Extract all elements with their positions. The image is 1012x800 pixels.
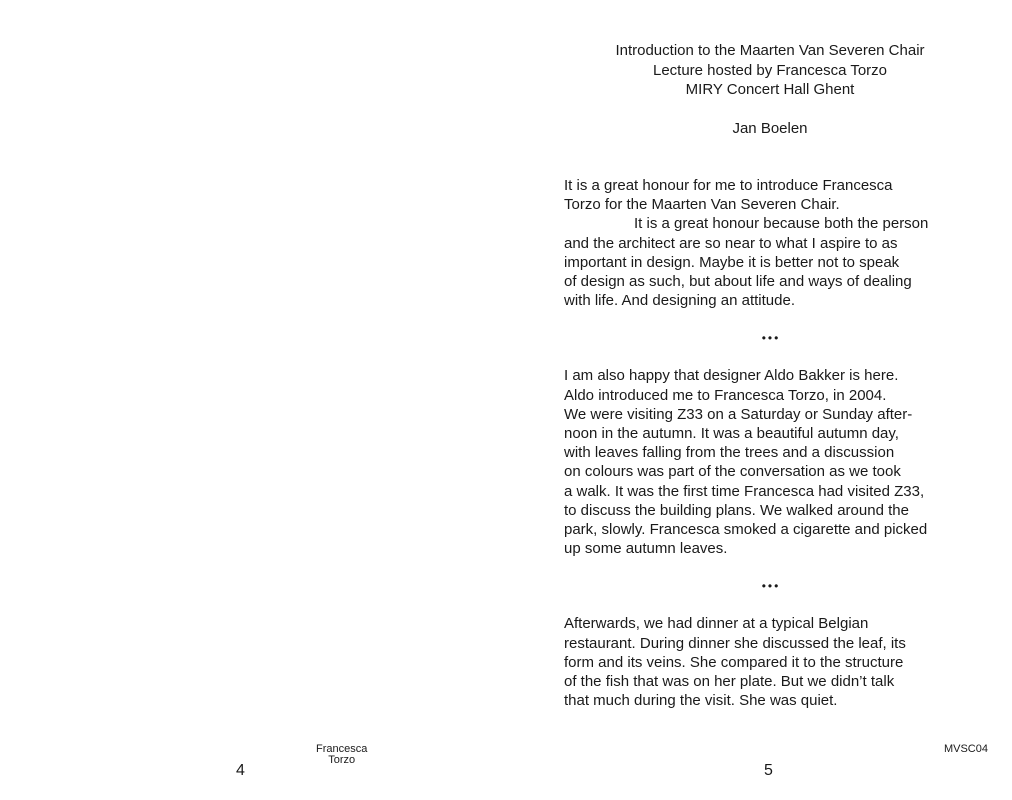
lecture-title: Introduction to the Maarten Van Severen Chair — [615, 42, 925, 59]
paragraph-1 — [564, 176, 984, 310]
text-line: Afterwards, we had dinner at a typical Belgian — [564, 615, 869, 633]
section-separator: ••• — [761, 579, 781, 594]
right-page — [506, 0, 1012, 800]
text-line: form and its veins. She compared it to the structure — [564, 653, 904, 671]
text-line: We were visiting Z33 on a Saturday or Sunday after- — [564, 405, 913, 423]
running-head-line-1: Francesca — [316, 743, 368, 755]
running-head-line-2: Torzo — [328, 754, 356, 766]
text-line: important in design. Maybe it is better not to speak — [564, 253, 900, 271]
text-line: to discuss the building plans. We walked around the — [564, 501, 909, 519]
text-line: Aldo introduced me to Francesca Torzo, in 2004. — [564, 386, 887, 404]
text-line: with life. And designing an attitude. — [564, 292, 795, 310]
lecture-author: Jan Boelen — [732, 119, 808, 137]
running-head — [316, 744, 367, 766]
lecture-subtitle: Lecture hosted by Francesca Torzo — [652, 61, 888, 79]
text-line: restaurant. During dinner she discussed the leaf, its — [564, 634, 906, 652]
document-code: MVSC04 — [943, 743, 988, 755]
text-line: It is a great honour because both the person — [634, 215, 929, 233]
page-number-right: 5 — [764, 762, 773, 779]
section-separator: ••• — [761, 331, 781, 346]
text-line: that much during the visit. She was quiet. — [564, 692, 838, 710]
paragraph-3 — [564, 614, 984, 710]
text-line: noon in the autumn. It was a beautiful autumn day, — [564, 425, 899, 443]
text-line: with leaves falling from the trees and a discussion — [564, 444, 895, 462]
text-line: and the architect are so near to what I aspire to as — [564, 234, 898, 252]
text-line: up some autumn leaves. — [564, 540, 728, 558]
paragraph-2 — [564, 366, 984, 558]
text-line: Torzo for the Maarten Van Severen Chair. — [564, 196, 840, 214]
lecture-venue: MIRY Concert Hall Ghent — [685, 81, 855, 98]
text-line: park, slowly. Francesca smoked a cigarette and picked — [564, 521, 928, 539]
body-text — [564, 176, 984, 710]
text-line: of the fish that was on her plate. But we didn’t talk — [564, 673, 895, 691]
text-line: of design as such, but about life and ways of dealing — [564, 273, 912, 291]
text-line: on colours was part of the conversation as we took — [564, 463, 901, 481]
text-line: It is a great honour for me to introduce Francesca — [564, 177, 893, 194]
text-line: I am also happy that designer Aldo Bakker is here. — [564, 367, 899, 385]
page-number-left: 4 — [236, 762, 245, 779]
text-line: a walk. It was the first time Francesca had visited Z33, — [564, 482, 925, 500]
lecture-header — [506, 41, 1012, 138]
